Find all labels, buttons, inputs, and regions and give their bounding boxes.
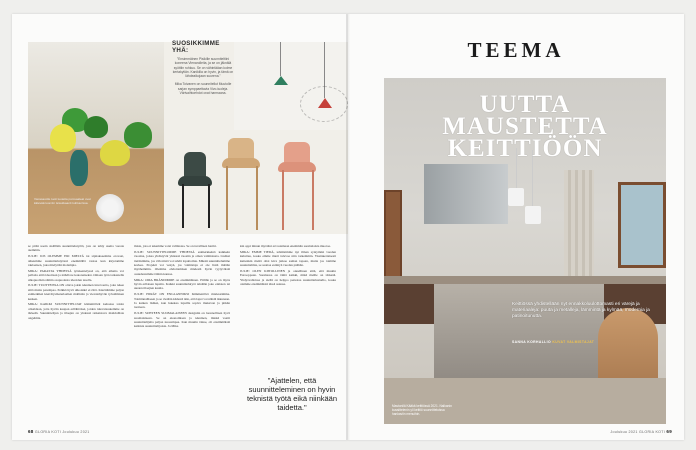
teal-toy (70, 150, 88, 186)
lamps-photo (234, 42, 348, 130)
paragraph: JULIE: SUHTEEN SUOMALAISEEN designiin on luonnollisen hyvä suomalaiseen. Se on ekonomisen ja tekninen, minkä vaatii suunnittelijalta paljon nuorempaa. Kun muutin tänne, oli ensimmäisiä kaikista suunnittelijoista. Ja Mika (134, 311, 230, 329)
pendant-lamp (525, 206, 541, 224)
right-folio (610, 429, 672, 434)
headline (384, 91, 666, 162)
text-column-2 (134, 244, 230, 330)
pull-quote: "Ajattelen, että suunnitteleminen on hyvin teknistä työtä eikä niinkään taidetta." (246, 376, 338, 412)
leg (226, 166, 228, 230)
toys-photo (28, 42, 164, 234)
pendant-lamp (508, 188, 524, 206)
green-lamp (274, 76, 288, 85)
lamp-cord (280, 42, 281, 76)
spine-shadow (346, 14, 350, 440)
yellow-toy (50, 124, 76, 152)
window-left (384, 190, 402, 284)
left-page-number: 68 (28, 429, 34, 434)
kitchen-photo (384, 78, 666, 424)
white-ball (96, 194, 124, 222)
paragraph: mista, jota ei tekemme voisi valmistaa. Se on tuvallisen harmi. (134, 244, 217, 248)
headline-line: UUTTA (479, 91, 571, 118)
paragraph: MIKA: EMME TIEDÄ, tehtäisimme nyt ilman syntymäsi vuoden kuluttua, koska emme mieti tulevaa niin tarkemmin. Yksinkertaisesti kuitenkin meitä olisi kiva jatkaa saman tapaan, mutta jos toimme suunnitelmia, se saattaa esiintyä vuoden päähän. (240, 249, 336, 267)
back-counter (384, 276, 666, 284)
paragraph: MIKA: PARASTA YHDESSÄ työskentelyssä on, että aiheita voi pallotta ettiä ideoitaan ja nähdä ne kokonaiseksi. Omaan työn tarkastella ulkopuolisin silmin osapuolesta ideoiden tasolla. (28, 268, 124, 282)
paragraph: se pitää usein sisällään suunnittelutyötä, jota on tehty useita vuosia aiemmin. (28, 244, 124, 253)
photo-caption: Mastonilä Kääkä keittiössä 2021. Nalkanin kussittelenin yli keittiö suunnitteluissa hankaviin menuihin. (392, 404, 452, 416)
paragraph: JULIE: OLEN KIITOLLINEN ja onnellinen siitä, että muutin Eurooppaan. Suomessa on tämä kaikki, mikä meille on tärkeää. Yhdysvalloissa ja siellä on helppo perustaa suunnittelustudio, koska olemme ensimmäisiä tässä asiassa. (240, 268, 336, 286)
toys-caption: Vierasavolle tuoti tuotetta purovaaleat ovat kätevää tuomiin tsisukkaanit kulttuurissa. (34, 197, 91, 205)
credit-line (512, 340, 662, 344)
leg (208, 184, 210, 228)
right-page-number: 69 (666, 429, 672, 434)
left-page (12, 14, 348, 440)
leg (256, 166, 258, 230)
paragraph: kin oppi minun myötäni arvostamaan enemmän suomalaista muotoa. (240, 244, 331, 248)
window-right (618, 182, 666, 268)
paragraph: JULIE: SUUNNITTELIMME YHDESSÄ esimerkkeinä kaikkein vuosina, joissa yhdistyvät yhdessä vuosiin ja oman valmistusta. Lisäksi tietäisimme, jos väh niistä voi tehdä loputtomia. Miksiä suunnittelumme korkea. Projekti voi venyä, jos valmistaja ei ole lisää mitään myöhemmin. Olemme ehdottamisen mielestä hyvin tyytyväisiä osuudestamme tämän kanssa. (134, 249, 230, 276)
magazine-spread (12, 14, 684, 440)
left-folio-date: Joulukuu 2021 (62, 430, 90, 434)
green-toy-3 (124, 122, 152, 148)
credit-text: SANNA KORHALLIO (512, 340, 553, 344)
pink-stool-back (284, 142, 310, 164)
credit-photographer: KUVAT VALMISTAJAT (552, 340, 595, 344)
favourite-box-title: SUOSIKKIMME YHÄ: (172, 40, 220, 54)
green-toy-2 (84, 116, 108, 138)
range-hood (424, 164, 508, 224)
branch-decoration (300, 86, 348, 122)
left-folio-magazine: GLORIA KOTI (34, 430, 61, 434)
article-intro: Keittiössä yhdistellään nyt ennakkoluulottomasti eri värejä ja materiaaleja: puuta ja metalleja, lämmintä ja kylmää, modernia ja patinoitunutta. (512, 302, 650, 320)
paragraph: JULIE: PIIRÄT ON ENGLANNIKSI hämmentävä mielessämme. Toiminnalliseen ja se vietään kädestä niin, että lapsi voi nähdä ikkunaan. Ja kaiken lisäksi, kun lukekaa lapsille sopiva mukavan ja pitkän tuotteen. (134, 292, 230, 310)
headline-line: KEITTIÖÖN (447, 135, 603, 162)
leg (282, 170, 284, 230)
favourite-box-text: "Ensimmäinen Pisikille suunniteltiini koneena Vienarolleita, ja se on jäknälä syöttiin ruhkuu. Se on vähintääan kolme kertakytiän. Kanikilla on hyvin, ja tämä on lähdeaikojaan suurena." (172, 57, 234, 79)
left-folio (28, 429, 90, 434)
right-page (348, 14, 684, 440)
paragraph: MIKA: OMA BRÄNDIMME on ensimmäinen. Piilille ja se on myös hyvin erilaisen lapsiin. Kaikki suunnittelutyöt tehdään joko entisten tai uusien tilaajien kautta. (134, 277, 230, 291)
paragraph: JULIE: TUOTTEISSA ON oltava jokin tekninen innovaatio, joka tekee siitä muita parempaa. Pelkkä hyvä ulkonäkö ei riitä. Kierätämme paljon esimerkiksi kierrätysmateriaalien mallisiin ja vieroinhyvän työstämisen kesken. (28, 283, 124, 301)
favourite-box (172, 40, 234, 99)
text-column-3 (240, 244, 336, 288)
paragraph: JULIE: JOS OLEMME ERI MIELTÄ tai sipitakseemme erovaat, aiheumme suunnittelutyössä enemmällä vastaa kun kirjotamme raklaaisen, joka mielyttää molempia. (28, 254, 124, 267)
wood-stool-back (228, 138, 254, 160)
favourite-box-caption: Mika Toivanen on suunnitellut Muutolle sarjan symppaettavia Vivo-tuoleja. Värivaihtoehdot ovat harmaana. (174, 82, 232, 96)
right-folio-magazine: GLORIA KOTI (639, 430, 666, 434)
leg (182, 184, 184, 228)
right-folio-date: Joulukuu 2021 (610, 430, 638, 434)
headline-line: MAUSTETTA (442, 113, 608, 140)
leg (312, 170, 314, 230)
kitchen-island (434, 284, 604, 384)
text-column-1 (28, 244, 124, 321)
floor (384, 378, 666, 424)
section-title: TEEMA (467, 38, 565, 62)
paragraph: MIKA: KAIKKI SUUNNITTELIJAT käännittävät kehonsa toisin olisaldaan, jotta hyvän kaupan erilähtöiset, joiden tulevaisuutemme on tärkeää. Suunnittelijan ja tilaajan on yhdessä ratkaistava mahdollisia ongelmia. (28, 302, 124, 320)
dark-chair-back (184, 152, 206, 178)
